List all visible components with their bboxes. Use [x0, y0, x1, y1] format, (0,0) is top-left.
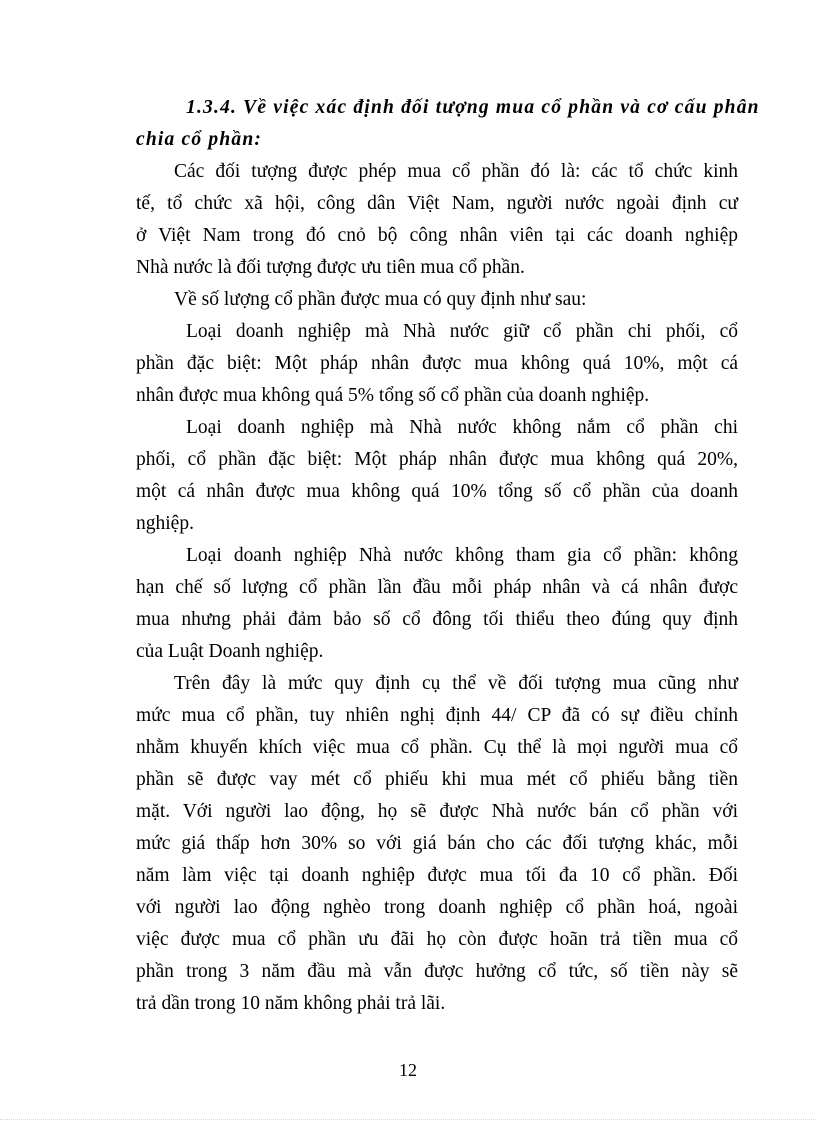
paragraph-line: Về số lượng cổ phần được mua có quy định như sau: — [174, 289, 587, 310]
paragraph-line: mặt. Với người lao động, họ sẽ được Nhà nước bán cổ phần với — [136, 801, 738, 822]
paragraph-line: phối, cổ phần đặc biệt: Một pháp nhân được mua không quá 20%, — [136, 449, 738, 470]
page-bottom-divider — [0, 1119, 816, 1120]
paragraph-line: ở Việt Nam trong đó cnỏ bộ công nhân viên tại các doanh nghiệp — [136, 225, 738, 246]
paragraph-line: Loại doanh nghiệp mà Nhà nước không nắm cổ phần chi — [186, 417, 738, 438]
paragraph-line: Các đối tượng được phép mua cổ phần đó là: các tổ chức kinh — [174, 161, 738, 182]
paragraph-line: năm làm việc tại doanh nghiệp được mua tối đa 10 cổ phần. Đối — [136, 865, 738, 886]
section-heading-line-2: chia cổ phần: — [136, 129, 263, 150]
paragraph-line: Trên đây là mức quy định cụ thể về đối tượng mua cũng như — [174, 673, 738, 694]
paragraph-line: mức giá thấp hơn 30% so với giá bán cho các đối tượng khác, mỗi — [136, 833, 738, 854]
paragraph-line: trả dần trong 10 năm không phải trả lãi. — [136, 993, 446, 1014]
paragraph-line: hạn chế số lượng cổ phần lần đầu mỗi pháp nhân và cá nhân được — [136, 577, 738, 598]
paragraph-line: Loại doanh nghiệp Nhà nước không tham gia cổ phần: không — [186, 545, 738, 566]
paragraph-line: nhân được mua không quá 5% tổng số cổ phần của doanh nghiệp. — [136, 385, 650, 406]
paragraph-line: mức mua cổ phần, tuy nhiên nghị định 44/ CP đã có sự điều chỉnh — [136, 705, 738, 726]
paragraph-line: của Luật Doanh nghiệp. — [136, 641, 324, 662]
paragraph-line: việc được mua cổ phần ưu đãi họ còn được hoãn trả tiền mua cổ — [136, 929, 738, 950]
section-heading-line-1: 1.3.4. Về việc xác định đối tượng mua cổ phần và cơ cấu phân — [186, 97, 760, 118]
paragraph-line: nghiệp. — [136, 513, 194, 534]
paragraph-line: phần sẽ được vay mét cổ phiếu khi mua mét cổ phiếu bằng tiền — [136, 769, 738, 790]
paragraph-line: Nhà nước là đối tượng được ưu tiên mua cổ phần. — [136, 257, 525, 278]
paragraph-line: với người lao động nghèo trong doanh nghiệp cổ phần hoá, ngoài — [136, 897, 738, 918]
paragraph-line: phần đặc biệt: Một pháp nhân được mua không quá 10%, một cá — [136, 353, 738, 374]
paragraph-line: tế, tổ chức xã hội, công dân Việt Nam, người nước ngoài định cư — [136, 193, 738, 214]
paragraph-line: mua nhưng phải đảm bảo số cổ đông tối thiểu theo đúng quy định — [136, 609, 738, 630]
paragraph-line: phần trong 3 năm đầu mà vẫn được hưởng cổ tức, số tiền này sẽ — [136, 961, 738, 982]
paragraph-line: Loại doanh nghiệp mà Nhà nước giữ cổ phần chi phối, cổ — [186, 321, 738, 342]
paragraph-line: nhằm khuyến khích việc mua cổ phần. Cụ thể là mọi người mua cổ — [136, 737, 738, 758]
page-number: 12 — [399, 1060, 417, 1080]
paragraph-line: một cá nhân được mua không quá 10% tổng số cổ phần của doanh — [136, 481, 738, 502]
